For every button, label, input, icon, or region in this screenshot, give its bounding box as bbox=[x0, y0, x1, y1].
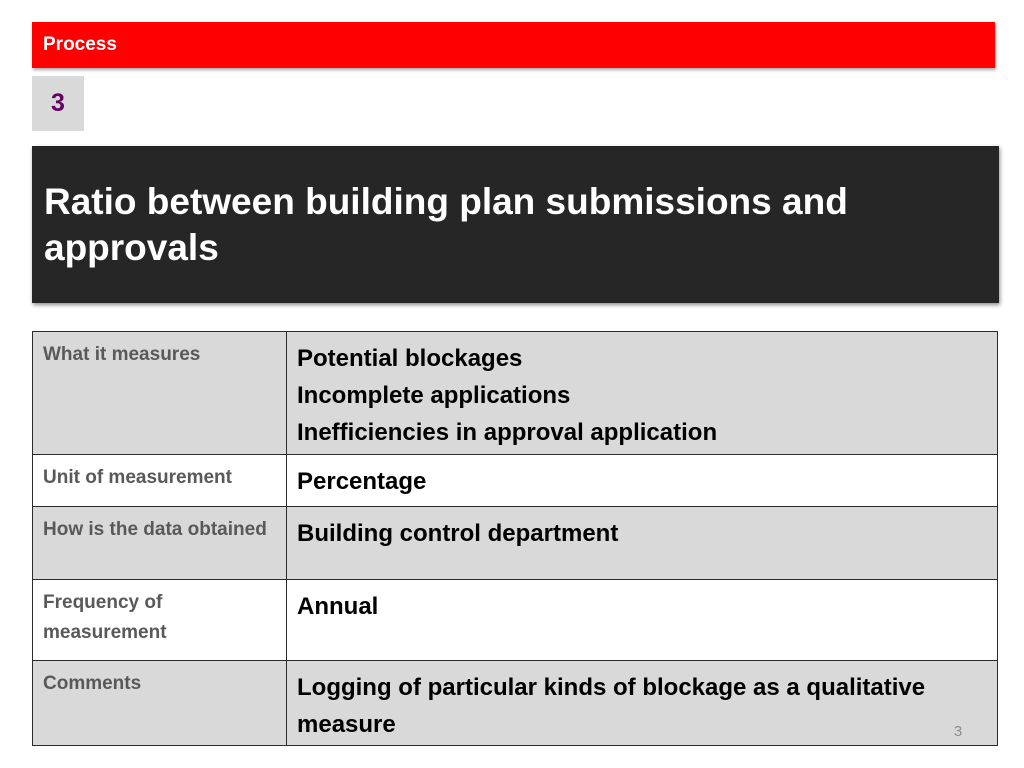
table-row-frequency bbox=[33, 580, 998, 661]
indicator-table bbox=[32, 331, 998, 746]
row-label: What it measures bbox=[33, 332, 287, 455]
table-row-comments bbox=[33, 661, 998, 746]
row-value bbox=[287, 661, 998, 746]
slide-title: Ratio between building plan submissions and approvals bbox=[44, 180, 848, 268]
value-line: Logging of particular kinds of blockage as a qualitative measure bbox=[297, 674, 926, 738]
row-label: Frequency of measurement bbox=[33, 580, 287, 661]
title-banner bbox=[32, 146, 999, 303]
value-line: Inefficiencies in approval application bbox=[297, 419, 718, 446]
value-line: Building control department bbox=[297, 520, 619, 547]
row-label: Comments bbox=[33, 661, 287, 746]
value-line: Percentage bbox=[297, 468, 427, 495]
section-label: Process bbox=[43, 34, 117, 55]
value-line: Potential blockages bbox=[297, 345, 523, 372]
value-line: Annual bbox=[297, 593, 379, 620]
row-value bbox=[287, 507, 998, 580]
row-value bbox=[287, 580, 998, 661]
section-number-badge bbox=[32, 76, 84, 131]
table-row-data-source bbox=[33, 507, 998, 580]
row-label: How is the data obtained bbox=[33, 507, 287, 580]
table-row-unit-of-measurement bbox=[33, 455, 998, 507]
row-value bbox=[287, 332, 998, 455]
slide-number: 3 bbox=[953, 723, 963, 740]
row-label: Unit of measurement bbox=[33, 455, 287, 507]
value-line: Incomplete applications bbox=[297, 382, 571, 409]
table-row-what-it-measures bbox=[33, 332, 998, 455]
row-value bbox=[287, 455, 998, 507]
section-header-bar bbox=[32, 22, 995, 68]
section-number: 3 bbox=[51, 89, 65, 117]
